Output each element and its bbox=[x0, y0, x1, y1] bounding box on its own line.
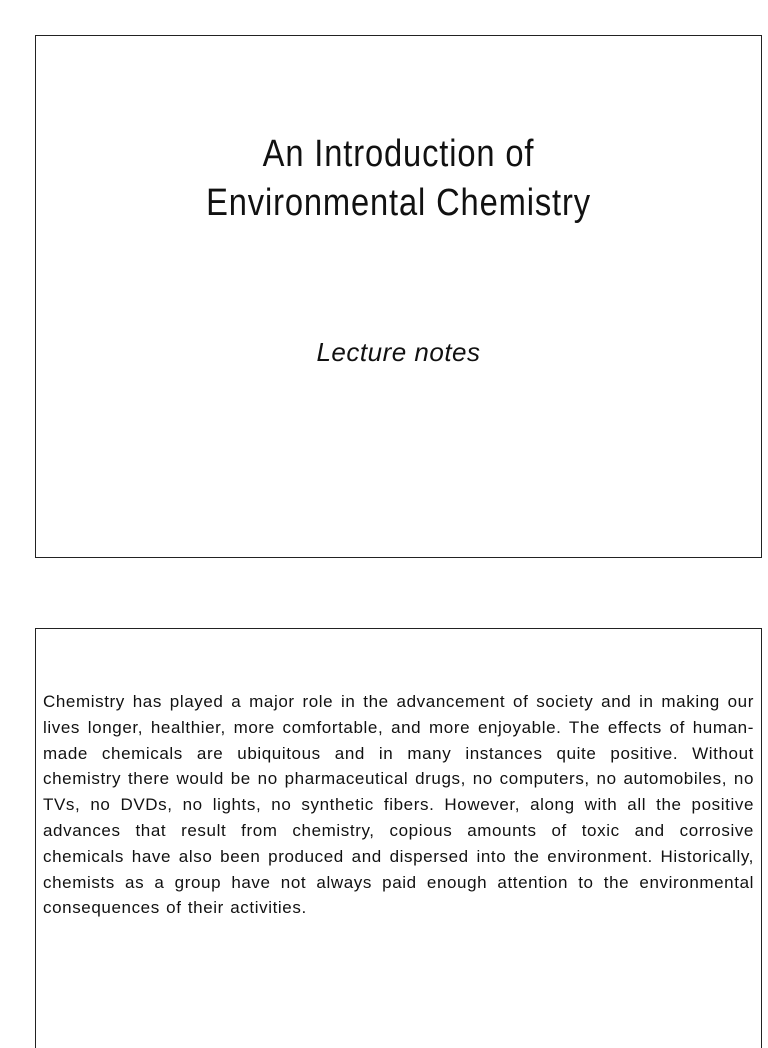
page-title bbox=[87, 130, 711, 228]
content-slide bbox=[35, 628, 762, 1048]
title-line-1: An Introduction of bbox=[262, 133, 535, 175]
title-slide bbox=[35, 35, 762, 558]
title-line-2: Environmental Chemistry bbox=[206, 182, 591, 224]
subtitle: Lecture notes bbox=[316, 337, 481, 367]
body-paragraph: Chemistry has played a major role in the advancement of society and in making our lives longer, healthier, more comfortable, and more enjoyable. The effects of human-made chemicals are ubiquitous and in many instances quite positive. Without chemistry there would be no pharmaceutical drugs, no computers, no automobiles, no TVs, no DVDs, no lights, no synthetic fibers. However, along with all the positive advances that result from chemistry, copious amounts of toxic and corrosive chemicals have also been produced and dispersed into the environment. Historically, chemists as a group have not always paid enough attention to the environmental consequences of their activities. bbox=[43, 692, 754, 918]
